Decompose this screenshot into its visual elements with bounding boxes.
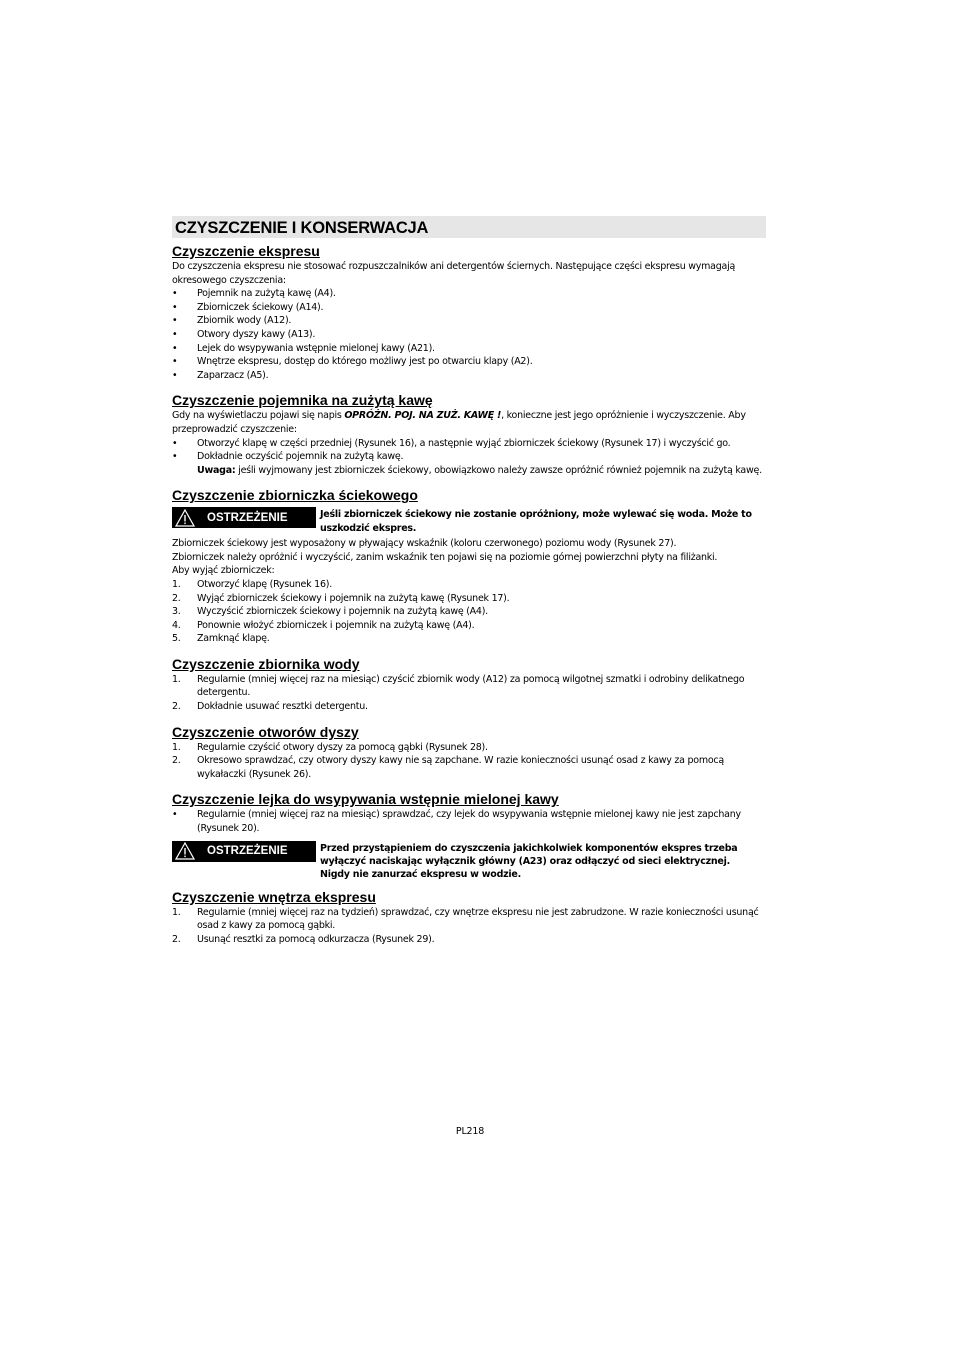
page-number: PL218 [455, 1126, 485, 1137]
warning-text: Przed przystąpieniem do czyszczenia jakichkolwiek komponentów ekspres trzeba wyłączyć naciskając wyłącznik główny (A23) oraz odłączyć od sieci elektrycznej. Nigdy nie zanurzać ekspresu w wodzie. [320, 842, 738, 881]
warning-triangle-icon [175, 842, 195, 860]
grounds-steps [172, 437, 766, 464]
list-item: • Otworzyć klapę w części przedniej (Rysunek 16), a następnie wyjąć zbiorniczek ściekowy (Rysunek 17) i wyczyścić go. [172, 437, 731, 449]
heading-water-tank: Czyszczenie zbiornika wody [172, 655, 360, 672]
main-title: CZYSZCZENIE I KONSERWACJA [172, 216, 766, 238]
list-item: 3. Wyczyścić zbiorniczek ściekowy i pojemnik na zużytą kawę (A4). [172, 606, 488, 618]
list-item: 1. Regularnie (mniej więcej raz na miesiąc) czyścić zbiornik wody (A12) za pomocą wilgotnej szmatki i odrobiny delikatnego detergentu. [172, 673, 745, 699]
warning-box-electrical [172, 841, 766, 882]
paragraph: Zbiorniczek ściekowy jest wyposażony w pływający wskaźnik (koloru czerwonego) poziomu wody (Rysunek 27). [172, 538, 677, 550]
heading-drip-tray: Czyszczenie zbiorniczka ściekowego [172, 487, 418, 504]
warning-label: OSTRZEŻENIE [172, 841, 316, 862]
bullet: • [172, 315, 178, 327]
list-item: • Zaparzacz (A5). [172, 369, 269, 381]
warning-box-drip-tray [172, 507, 766, 535]
intro-cleaning-machine: Do czyszczenia ekspresu nie stosować rozpuszczalników ani detergentów ściernych. Następujące części ekspresu wymagają okresowego czyszczenia: [172, 261, 736, 286]
list-item: 2. Usunąć resztki za pomocą odkurzacza (Rysunek 29). [172, 934, 435, 946]
display-message: OPRÓŻN. POJ. NA ZUŻ. KAWĘ ! [344, 410, 502, 422]
heading-machine-interior: Czyszczenie wnętrza ekspresu [172, 888, 376, 905]
list-item: 1. Regularnie czyścić otwory dyszy za pomocą gąbki (Rysunek 28). [172, 741, 488, 753]
bullet: • [172, 288, 178, 300]
warning-label: OSTRZEŻENIE [172, 507, 316, 528]
intro-coffee-grounds: Gdy na wyświetlaczu pojawi się napis OPRÓŻN. POJ. NA ZUŻ. KAWĘ !, konieczne jest jego opróżnienie i wyczyszczenie. Aby przeprowadzić czyszczenie: [172, 410, 746, 435]
warning-text: Jeśli zbiorniczek ściekowy nie zostanie opróżniony, może wylewać się woda. Może to uszkodzić ekspres. [320, 509, 752, 534]
list-item: 1. Regularnie (mniej więcej raz na tydzień) sprawdzać, czy wnętrze ekspresu nie jest zabrudzone. W razie konieczności usunąć osad z kawy za pomocą gąbki. [172, 906, 759, 932]
list-item: • Lejek do wsypywania wstępnie mielonej kawy (A21). [172, 342, 435, 354]
bullet: • [172, 328, 178, 340]
heading-cleaning-machine: Czyszczenie ekspresu [172, 243, 320, 259]
list-item: • Wnętrze ekspresu, dostęp do którego możliwy jest po otwarciu klapy (A2). [172, 356, 533, 368]
bullet: • [172, 342, 178, 354]
warning-triangle-icon [175, 509, 195, 527]
list-item: 2. Dokładnie usuwać resztki detergentu. [172, 701, 368, 713]
paragraph: Zbiorniczek należy opróżnić i wyczyścić, zanim wskaźnik ten pojawi się na poziomie górnej powierzchni płyty na filiżanki. [172, 551, 718, 563]
water-tank-steps [172, 673, 766, 714]
list-item: • Zbiorniczek ściekowy (A14). [172, 301, 324, 313]
list-item: • Zbiornik wody (A12). [172, 315, 292, 327]
list-item: • Dokładnie oczyścić pojemnik na zużytą kawę. [172, 451, 404, 463]
list-item: 4. Ponownie włożyć zbiorniczek i pojemnik na zużytą kawę (A4). [172, 619, 475, 631]
parts-list [172, 287, 766, 382]
list-item: 2. Okresowo sprawdzać, czy otwory dyszy kawy nie są zapchane. W razie konieczności usunąć osad z kawy za pomocą wykałaczki (Rysunek 26). [172, 755, 724, 780]
list-item: 5. Zamknąć klapę. [172, 633, 270, 645]
note-label: Uwaga: [197, 464, 236, 476]
funnel-steps [172, 808, 766, 835]
bullet: • [172, 301, 178, 313]
list-item: 1. Otworzyć klapę (Rysunek 16). [172, 578, 332, 590]
bullet: • [172, 369, 178, 381]
heading-coffee-grounds-container: Czyszczenie pojemnika na zużytą kawę [172, 392, 433, 409]
document-body [172, 216, 766, 947]
interior-steps [172, 906, 766, 947]
heading-funnel: Czyszczenie lejka do wsypywania wstępnie mielonej kawy [172, 791, 559, 808]
bullet: • [172, 356, 178, 368]
list-item: • Pojemnik na zużytą kawę (A4). [172, 288, 336, 300]
list-item: 2. Wyjąć zbiorniczek ściekowy i pojemnik na zużytą kawę (Rysunek 17). [172, 592, 510, 604]
spout-steps [172, 741, 766, 782]
drip-tray-steps [172, 578, 766, 646]
paragraph: Aby wyjąć zbiorniczek: [172, 565, 275, 577]
note: Uwaga: jeśli wyjmowany jest zbiorniczek ściekowy, obowiązkowo należy zawsze opróżnić również pojemnik na zużytą kawę. [197, 464, 762, 476]
list-item: • Otwory dyszy kawy (A13). [172, 328, 316, 340]
list-item: • Regularnie (mniej więcej raz na miesiąc) sprawdzać, czy lejek do wsypywania wstępnie mielonej kawy nie jest zapchany (Rysunek 20). [172, 809, 741, 835]
heading-spout-holes: Czyszczenie otworów dyszy [172, 723, 359, 740]
